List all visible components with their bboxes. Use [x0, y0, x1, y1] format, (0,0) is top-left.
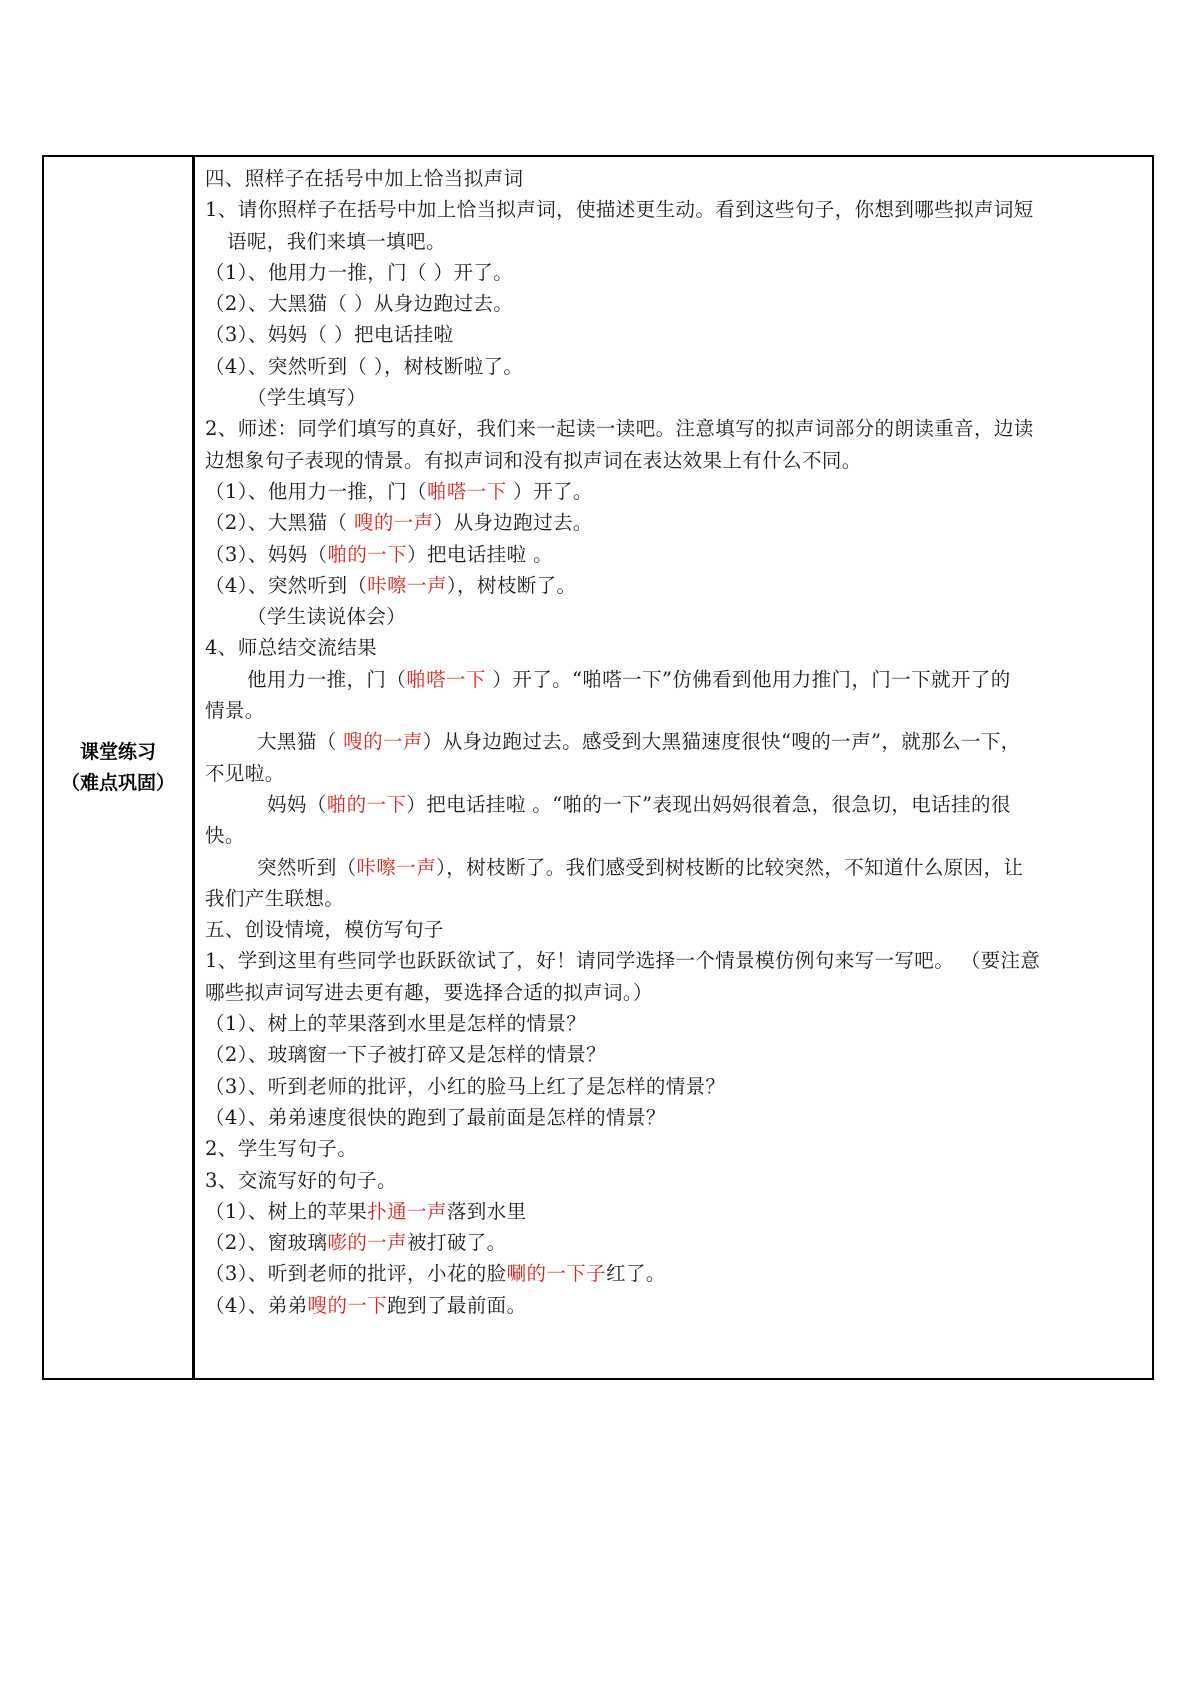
example-text: 跑到了最前面。 — [387, 1293, 527, 1317]
step-line: 3、交流写好的句子。 — [205, 1168, 397, 1192]
summary-text: 他用力一推，门（ — [247, 667, 407, 691]
paragraph-line: 2、师述：同学们填写的真好，我们来一起读一读吧。注意填写的拟声词部分的朗读重音，边读 — [205, 417, 1034, 441]
example-text: 被打破了。 — [407, 1231, 507, 1255]
paragraph-line: 1、请你照样子在括号中加上恰当拟声词，使描述更生动。看到这些句子，你想到哪些拟声词短 — [205, 198, 1034, 222]
onomatopoeia-highlight: 唰的一下子 — [506, 1262, 607, 1286]
summary-text: ）从身边跑过去。感受到大黑猫速度很快“嗖的一声”，就那么一下， — [422, 730, 1021, 754]
section-heading: 五、创设情境，模仿写句子 — [205, 918, 444, 942]
summary-continuation: 我们产生联想。 — [205, 886, 345, 910]
onomatopoeia-highlight: 啪嗒一下 — [406, 667, 486, 691]
answer-item — [205, 539, 1142, 570]
paragraph-line: 边想象句子表现的情景。有拟声词和没有拟声词在表达效果上有什么不同。 — [205, 448, 862, 472]
onomatopoeia-highlight: 啪的一下 — [326, 792, 407, 816]
answer-text: ）开了。 — [506, 479, 593, 503]
question-item: （4）、弟弟速度很快的跑到了最前面是怎样的情景？ — [205, 1105, 666, 1129]
example-item — [205, 1196, 1142, 1227]
activity-note: （学生读说体会） — [247, 605, 407, 629]
summary-line — [205, 664, 1142, 695]
answer-item — [205, 507, 1142, 538]
onomatopoeia-highlight: 嗖的一声 — [353, 511, 434, 535]
question-item: （2）、玻璃窗一下子被打碎又是怎样的情景？ — [205, 1043, 607, 1067]
onomatopoeia-highlight: 嗖的一声 — [343, 730, 423, 754]
onomatopoeia-highlight: 扑通一声 — [367, 1199, 447, 1223]
summary-continuation: 不见啦。 — [205, 761, 285, 785]
summary-text: 大黑猫（ — [257, 730, 344, 754]
example-text: 红了。 — [606, 1262, 666, 1286]
question-item: （2）、大黑猫（ ）从身边跑过去。 — [205, 292, 514, 316]
summary-text: ）把电话挂啦 。“啪的一下”表现出妈妈很着急，很急切，电话挂的很 — [406, 792, 1011, 816]
onomatopoeia-highlight: 咔嚓一声 — [367, 573, 447, 597]
summary-text: 突然听到（ — [257, 855, 357, 879]
content-cell — [195, 157, 1152, 1378]
answer-text: （4）、突然听到（ — [205, 573, 368, 597]
answer-text: ）把电话挂啦 。 — [407, 542, 553, 566]
section-heading: 四、照样子在括号中加上恰当拟声词 — [205, 167, 524, 190]
summary-line — [205, 726, 1142, 757]
paragraph-line: 1、学到这里有些同学也跃跃欲试了，好！请同学选择一个情景模仿例句来写一写吧。 （要注意 — [205, 949, 1041, 973]
onomatopoeia-highlight: 嘭的一声 — [327, 1231, 408, 1255]
paragraph-line: 哪些拟声词写进去更有趣，要选择合适的拟声词。） — [205, 980, 653, 1004]
example-item — [205, 1290, 1142, 1321]
answer-item — [205, 476, 1142, 507]
summary-text: 妈妈（ — [267, 792, 327, 816]
example-text: （3）、听到老师的批评，小花的脸 — [205, 1262, 507, 1286]
summary-text: ）开了。“啪嗒一下”仿佛看到他用力推门，门一下就开了的 — [485, 667, 1011, 691]
question-item: （3）、听到老师的批评，小红的脸马上红了是怎样的情景？ — [205, 1074, 726, 1098]
question-item: （3）、妈妈（ ）把电话挂啦 — [205, 323, 454, 347]
question-item: （1）、树上的苹果落到水里是怎样的情景？ — [205, 1012, 587, 1036]
onomatopoeia-highlight: 咔嚓一声 — [356, 855, 437, 879]
section-sublabel: （难点巩固） — [60, 771, 175, 794]
summary-text: ），树枝断了。我们感受到树枝断的比较突然，不知道什么原因，让 — [436, 855, 1024, 879]
answer-item — [205, 570, 1142, 601]
example-text: （4）、弟弟 — [205, 1293, 308, 1317]
activity-note: （学生填写） — [247, 386, 367, 410]
example-text: 落到水里 — [446, 1199, 527, 1223]
answer-text: ），树枝断了。 — [446, 573, 577, 597]
answer-text: （1）、他用力一推，门（ — [205, 479, 427, 503]
lesson-table — [42, 155, 1154, 1380]
onomatopoeia-highlight: 啪的一下 — [327, 542, 408, 566]
section-heading: 4、师总结交流结果 — [205, 636, 378, 660]
answer-text: （2）、大黑猫（ — [205, 511, 354, 535]
summary-line — [205, 789, 1142, 820]
example-item — [205, 1258, 1142, 1289]
section-label: 课堂练习 — [79, 740, 156, 763]
onomatopoeia-highlight: 嗖的一下 — [307, 1293, 388, 1317]
example-text: （1）、树上的苹果 — [205, 1199, 368, 1223]
question-item: （4）、突然听到（ ），树枝断啦了。 — [205, 354, 524, 378]
answer-text: （3）、妈妈（ — [205, 542, 328, 566]
paragraph-line: 语呢，我们来填一填吧。 — [227, 229, 446, 253]
summary-continuation: 情景。 — [205, 699, 265, 723]
summary-line — [205, 852, 1142, 883]
summary-continuation: 快。 — [205, 824, 245, 848]
example-item — [205, 1227, 1142, 1258]
step-line: 2、学生写句子。 — [205, 1137, 358, 1161]
answer-text: ）从身边跑过去。 — [433, 511, 593, 535]
example-text: （2）、窗玻璃 — [205, 1231, 328, 1255]
onomatopoeia-highlight: 啪嗒一下 — [426, 479, 507, 503]
section-label-cell — [44, 157, 192, 1378]
question-item: （1）、他用力一推，门（ ）开了。 — [205, 260, 514, 284]
